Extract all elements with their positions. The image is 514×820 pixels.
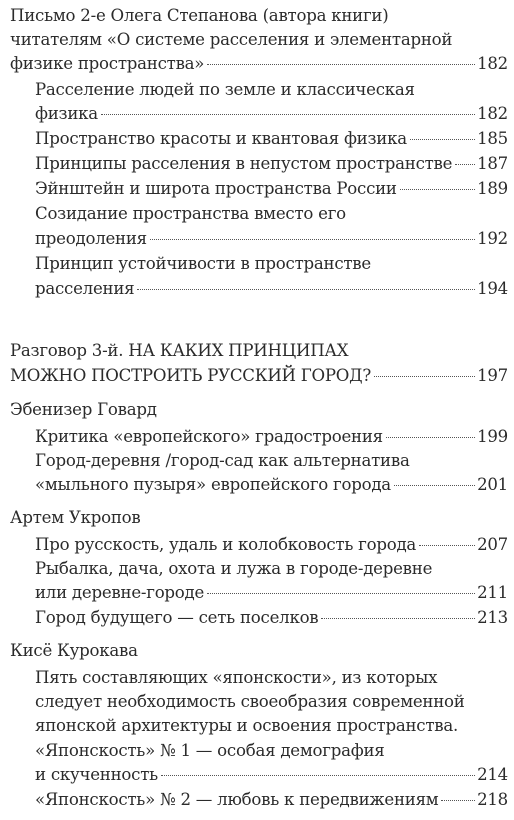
toc-entry-title: Письмо 2-е Олега Степанова (автора книги): [10, 6, 389, 25]
toc-entry-title: Принцип устойчивости в пространстве: [35, 254, 371, 273]
toc-entry-title: японской архитектуры и освоения пространства.: [35, 716, 459, 735]
toc-entry-title: Принципы расселения в непустом пространстве: [35, 154, 453, 173]
toc-entry-text-line: [35, 448, 508, 474]
toc-entry-title: Критика «европейского» градостроения: [35, 427, 383, 446]
toc-entry: [35, 276, 508, 302]
toc-entry-title: физике пространства»: [10, 54, 205, 73]
toc-entry: [35, 101, 508, 127]
toc-entry-title: Город-деревня /город-сад как альтернатива: [35, 451, 410, 470]
dot-leader: [419, 545, 475, 546]
toc-entry: [35, 176, 508, 202]
toc-entry: [10, 51, 508, 77]
page-number: 182: [477, 104, 508, 123]
toc-entry-title: Расселение людей по земле и классическая: [35, 80, 415, 99]
page-number: 189: [477, 179, 508, 198]
toc-entry-text-line: [35, 201, 508, 227]
toc-entry-title: Рыбалка, дача, охота и лужа в городе-деревне: [35, 559, 433, 578]
toc-entry-title: расселения: [35, 279, 135, 298]
dot-leader: [400, 189, 475, 190]
toc-entry-title: читателям «О системе расселения и элементарной: [10, 30, 453, 49]
dot-leader: [207, 64, 475, 65]
toc-entry-title: «Японскость» № 2 — любовь к передвижениям: [35, 790, 439, 809]
toc-entry-text-line: [10, 397, 508, 423]
page-number: 218: [477, 790, 508, 809]
toc-entry-text-line: [35, 713, 508, 739]
dot-leader: [386, 437, 475, 438]
toc-entry-title: Город будущего — сеть поселков: [35, 608, 319, 627]
page-number: 207: [477, 535, 508, 554]
toc-entry-title: Пространство красоты и квантовая физика: [35, 129, 407, 148]
toc-entry-text-line: [35, 556, 508, 582]
toc-entry-text-line: [35, 738, 508, 764]
page-number: 192: [477, 229, 508, 248]
dot-leader: [394, 485, 475, 486]
toc-entry-title: или деревне-городе: [35, 583, 205, 602]
toc-entry-title: Эйнштейн и широта пространства России: [35, 179, 397, 198]
toc-entry: [35, 532, 508, 558]
toc-entry: [10, 363, 508, 389]
page-number: 194: [477, 279, 508, 298]
page-number: 182: [477, 54, 508, 73]
dot-leader: [161, 775, 475, 776]
toc-entry-title: Кисё Курокава: [10, 641, 138, 660]
dot-leader: [441, 800, 475, 801]
toc-entry-title: МОЖНО ПОСТРОИТЬ РУССКИЙ ГОРОД?: [10, 366, 372, 385]
toc-entry-text-line: [10, 27, 508, 53]
dot-leader: [207, 593, 475, 594]
toc-entry: [35, 472, 508, 498]
toc-entry: [35, 424, 508, 450]
toc-entry-text-line: [10, 3, 508, 29]
page-number: 187: [477, 154, 508, 173]
toc-entry-title: физика: [35, 104, 98, 123]
dot-leader: [321, 618, 475, 619]
toc-entry-title: «мыльного пузыря» европейского города: [35, 475, 391, 494]
dot-leader: [150, 239, 475, 240]
toc-entry: [35, 151, 508, 177]
toc-entry-title: Разговор 3-й. НА КАКИХ ПРИНЦИПАХ: [10, 341, 349, 360]
toc-entry: [35, 605, 508, 631]
toc-entry: [35, 126, 508, 152]
toc-entry-title: Пять составляющих «японскости», из которых: [35, 668, 438, 687]
toc-entry-title: Про русскость, удаль и колобковость города: [35, 535, 417, 554]
page-number: 211: [477, 583, 508, 602]
page-number: 197: [477, 366, 508, 385]
toc-entry-text-line: [35, 77, 508, 103]
page-number: 185: [477, 129, 508, 148]
toc-entry-title: «Японскость» № 1 — особая демография: [35, 741, 385, 760]
toc-entry-text-line: [10, 505, 508, 531]
toc-entry-title: следует необходимость своеобразия современной: [35, 692, 465, 711]
toc-entry-text-line: [10, 338, 508, 364]
page-number: 199: [477, 427, 508, 446]
page-number: 201: [477, 475, 508, 494]
toc-entry-title: преодоления: [35, 229, 147, 248]
page-number: 214: [477, 765, 508, 784]
dot-leader: [374, 376, 475, 377]
toc-entry: [35, 226, 508, 252]
dot-leader: [101, 114, 475, 115]
toc-entry-text-line: [10, 638, 508, 664]
dot-leader: [410, 139, 475, 140]
toc-entry-text-line: [35, 251, 508, 277]
toc-entry-title: Созидание пространства вместо его: [35, 204, 346, 223]
toc-entry-title: Эбенизер Говард: [10, 400, 157, 419]
dot-leader: [455, 164, 475, 165]
toc-entry-title: и скученность: [35, 765, 158, 784]
toc-entry: [35, 787, 508, 813]
toc-entry-text-line: [35, 689, 508, 715]
dot-leader: [137, 289, 475, 290]
page-number: 213: [477, 608, 508, 627]
toc-entry-title: Артем Укропов: [10, 508, 141, 527]
toc-entry-text-line: [35, 665, 508, 691]
toc-entry: [35, 580, 508, 606]
toc-entry: [35, 762, 508, 788]
